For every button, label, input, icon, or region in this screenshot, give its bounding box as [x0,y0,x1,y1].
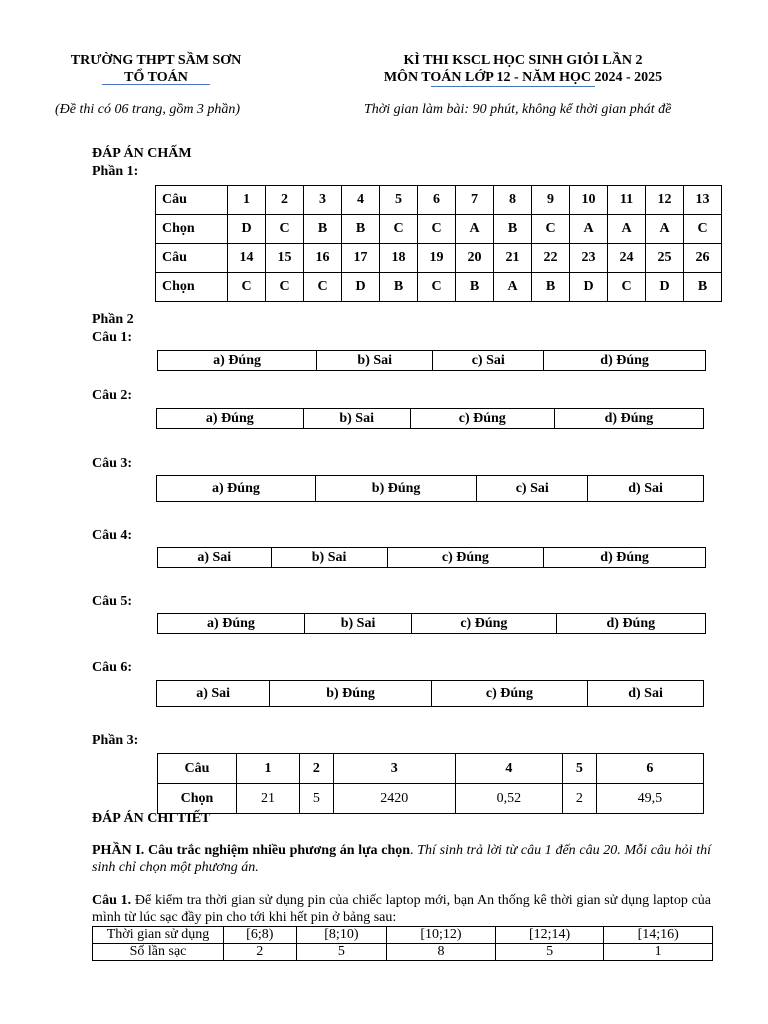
answer-cell: b) Sai [317,351,433,371]
part2-answer-table [156,475,704,502]
answer-cell: C [228,273,266,302]
question-cell: 1 [228,186,266,215]
question-cell: 10 [570,186,608,215]
part2-question-label: Câu 3: [92,456,133,471]
part2-question-label: Câu 2: [92,388,133,403]
question-cell: 5 [380,186,418,215]
answer-cell: c) Đúng [412,614,557,634]
answer-cell: a) Sai [157,681,270,707]
part2-label: Phần 2 [92,312,134,327]
answer-cell: 5 [300,784,334,814]
part2-question-label: Câu 5: [92,594,133,609]
department-name: TỔ TOÁN [124,70,188,85]
answer-cell: b) Sai [304,614,411,634]
part2-question-label: Câu 4: [92,528,133,543]
question-cell: 15 [266,244,304,273]
question-cell: 23 [570,244,608,273]
detail-title: ĐÁP ÁN CHI TIẾT [92,811,211,826]
table-header-cell: [10;12) [387,927,496,944]
question-cell: 7 [456,186,494,215]
table-row [158,351,706,371]
table-header-cell: [6;8) [224,927,297,944]
part2-question-label: Câu 1: [92,330,133,345]
answer-cell: b) Sai [303,409,410,429]
part1-heading-end: . [410,843,414,858]
part2-answer-table [156,680,704,707]
answer-cell: a) Đúng [157,476,316,502]
answer-cell: C [418,273,456,302]
table-header-cell: Thời gian sử dụng [93,927,224,944]
table-header-cell: [12;14) [495,927,604,944]
answer-cell: B [304,215,342,244]
table-row [93,927,713,944]
table-row [156,244,722,273]
question-cell: 11 [608,186,646,215]
answer-cell: 21 [237,784,300,814]
answer-cell: d) Sai [588,681,704,707]
department-underline [102,84,210,85]
part1-instructions-paragraph [92,842,711,876]
table-row [157,409,704,429]
answer-cell: D [646,273,684,302]
table-cell: 8 [387,944,496,961]
table-row [157,476,704,502]
part1-answer-table [155,185,722,302]
answer-cell: C [380,215,418,244]
part2-question-label: Câu 6: [92,660,133,675]
table-row [158,784,704,814]
answer-cell: c) Sai [433,351,544,371]
part3-answer-table [157,753,704,814]
question-cell: 25 [646,244,684,273]
table-cell: 5 [296,944,387,961]
school-name: TRƯỜNG THPT SẦM SƠN [70,53,242,68]
answer-header-cell: Chọn [156,273,228,302]
question-cell: 19 [418,244,456,273]
question-cell: 6 [596,754,703,784]
table-row [158,548,706,568]
answer-cell: D [342,273,380,302]
answer-cell: A [608,215,646,244]
question-cell: 21 [494,244,532,273]
answer-cell: A [570,215,608,244]
question-cell: 26 [684,244,722,273]
table-row [93,944,713,961]
question-cell: 6 [418,186,456,215]
answer-cell: 49,5 [596,784,703,814]
question1-text: Để kiểm tra thời gian sử dụng pin của chiếc laptop mới, bạn An thống kê thời gian sử dụng laptop của mình từ lúc sạc đầy pin cho tới khi hết pin ở bảng sau: [92,893,711,925]
charging-table [92,926,713,961]
part2-answer-table [157,547,706,568]
exam-subject: MÔN TOÁN LỚP 12 - NĂM HỌC 2024 - 2025 [383,70,663,85]
table-row [158,754,704,784]
question-cell: 12 [646,186,684,215]
question-cell: 18 [380,244,418,273]
answer-cell: a) Đúng [158,614,305,634]
answer-cell: b) Sai [271,548,387,568]
question-cell: 22 [532,244,570,273]
question-cell: 2 [300,754,334,784]
answer-cell: C [266,273,304,302]
question-cell: 13 [684,186,722,215]
answer-cell: a) Đúng [157,409,304,429]
question-cell: 24 [608,244,646,273]
answer-cell: d) Đúng [544,351,706,371]
question-cell: 17 [342,244,380,273]
question-cell: 14 [228,244,266,273]
answer-cell: C [532,215,570,244]
question1-paragraph [92,892,711,926]
table-row [157,681,704,707]
time-note: Thời gian làm bài: 90 phút, không kể thời gian phát đề [364,102,672,117]
answer-cell: 2 [563,784,597,814]
part1-label: Phần 1: [92,164,139,179]
subject-underline [431,86,595,87]
answer-cell: B [532,273,570,302]
question-cell: 4 [455,754,562,784]
question-cell: 16 [304,244,342,273]
table-header-cell: [14;16) [604,927,713,944]
answer-cell: C [608,273,646,302]
question-cell: 1 [237,754,300,784]
answer-cell: d) Sai [588,476,704,502]
question-cell: 2 [266,186,304,215]
answer-cell: B [494,215,532,244]
answer-cell: c) Đúng [431,681,587,707]
answer-header-cell: Chọn [156,215,228,244]
question-cell: 4 [342,186,380,215]
answer-cell: 2420 [333,784,455,814]
table-header-cell: [8;10) [296,927,387,944]
answer-cell: A [494,273,532,302]
answer-cell: d) Đúng [556,614,705,634]
answer-cell: d) Đúng [554,409,703,429]
table-cell: 2 [224,944,297,961]
answer-cell: c) Sai [477,476,588,502]
answer-cell: d) Đúng [544,548,706,568]
table-row [156,273,722,302]
part2-answer-table [157,350,706,371]
answer-cell: c) Đúng [410,409,554,429]
question-header-cell: Câu [156,186,228,215]
answer-cell: C [304,273,342,302]
answer-cell: C [684,215,722,244]
answer-cell: B [342,215,380,244]
question1-label: Câu 1. [92,893,132,908]
question-cell: 8 [494,186,532,215]
answer-cell: b) Đúng [315,476,476,502]
question-cell: 20 [456,244,494,273]
answer-cell: c) Đúng [387,548,544,568]
answer-cell: a) Đúng [158,351,317,371]
answer-cell: a) Sai [158,548,272,568]
table-row [156,215,722,244]
question-header-cell: Câu [156,244,228,273]
answer-cell: B [456,273,494,302]
answer-cell: D [570,273,608,302]
exam-title: KÌ THI KSCL HỌC SINH GIỎI LẦN 2 [403,53,643,68]
answer-cell: C [418,215,456,244]
pages-note: (Đề thi có 06 trang, gồm 3 phần) [55,102,241,117]
answer-cell: B [380,273,418,302]
table-cell: 1 [604,944,713,961]
answer-cell: C [266,215,304,244]
question-cell: 3 [304,186,342,215]
part3-label: Phần 3: [92,733,139,748]
question-cell: 9 [532,186,570,215]
table-cell: Số lần sạc [93,944,224,961]
answer-header-cell: Chọn [158,784,237,814]
question-cell: 3 [333,754,455,784]
part1-instructions: Thí sinh trả lời từ câu 1 đến câu 20. Mỗi câu hỏi thí sinh chỉ chọn một phương án. [92,843,711,875]
answer-cell: B [684,273,722,302]
part2-answer-table [156,408,704,429]
answer-cell: D [228,215,266,244]
answer-cell: A [456,215,494,244]
part1-heading: PHẦN I. Câu trắc nghiệm nhiều phương án lựa chọn [92,843,411,858]
answer-key-title: ĐÁP ÁN CHẤM [92,146,192,161]
table-cell: 5 [495,944,604,961]
table-row [158,614,706,634]
part2-answer-table [157,613,706,634]
table-row [156,186,722,215]
answer-cell: A [646,215,684,244]
question-header-cell: Câu [158,754,237,784]
answer-cell: 0,52 [455,784,562,814]
question-cell: 5 [563,754,597,784]
answer-cell: b) Đúng [270,681,431,707]
